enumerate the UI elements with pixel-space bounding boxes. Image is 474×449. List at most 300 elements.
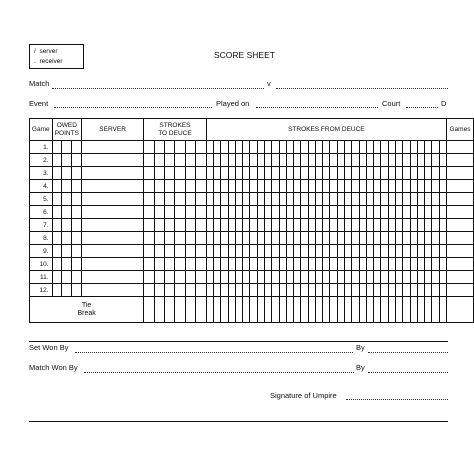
stroke-from-deuce-cell[interactable]	[257, 141, 264, 154]
stroke-from-deuce-cell[interactable]	[403, 180, 410, 193]
stroke-from-deuce-cell[interactable]	[439, 141, 446, 154]
stroke-from-deuce-cell[interactable]	[381, 206, 388, 219]
stroke-from-deuce-cell[interactable]	[213, 154, 220, 167]
stroke-from-deuce-cell[interactable]	[286, 167, 293, 180]
stroke-from-deuce-cell[interactable]	[213, 258, 220, 271]
stroke-from-deuce-cell[interactable]	[388, 180, 395, 193]
stroke-from-deuce-cell[interactable]	[366, 258, 373, 271]
stroke-from-deuce-cell[interactable]	[286, 219, 293, 232]
stroke-from-deuce-cell[interactable]	[279, 284, 286, 297]
owed-point-cell[interactable]	[62, 219, 72, 232]
stroke-to-deuce-cell[interactable]	[165, 219, 175, 232]
stroke-from-deuce-cell[interactable]	[279, 232, 286, 245]
stroke-from-deuce-cell[interactable]	[228, 141, 235, 154]
stroke-from-deuce-cell[interactable]	[381, 180, 388, 193]
stroke-to-deuce-cell[interactable]	[154, 245, 164, 258]
owed-point-cell[interactable]	[52, 258, 62, 271]
stroke-from-deuce-cell[interactable]	[425, 284, 432, 297]
server-cell[interactable]	[82, 258, 144, 271]
stroke-from-deuce-cell[interactable]	[235, 271, 242, 284]
stroke-from-deuce-cell[interactable]	[432, 271, 439, 284]
stroke-from-deuce-cell[interactable]	[366, 154, 373, 167]
stroke-from-deuce-cell[interactable]	[425, 245, 432, 258]
stroke-from-deuce-cell[interactable]	[352, 271, 359, 284]
stroke-from-deuce-cell[interactable]	[294, 219, 301, 232]
owed-point-cell[interactable]	[72, 167, 82, 180]
stroke-from-deuce-cell[interactable]	[323, 245, 330, 258]
stroke-from-deuce-cell[interactable]	[374, 258, 381, 271]
stroke-from-deuce-cell[interactable]	[366, 232, 373, 245]
stroke-from-deuce-cell[interactable]	[403, 271, 410, 284]
stroke-to-deuce-cell[interactable]	[165, 180, 175, 193]
stroke-from-deuce-cell[interactable]	[213, 219, 220, 232]
stroke-from-deuce-cell[interactable]	[315, 141, 322, 154]
stroke-to-deuce-cell[interactable]	[165, 141, 175, 154]
stroke-from-deuce-cell[interactable]	[432, 180, 439, 193]
played-on-field[interactable]	[256, 107, 378, 108]
stroke-from-deuce-cell[interactable]	[330, 193, 337, 206]
stroke-from-deuce-cell[interactable]	[366, 193, 373, 206]
stroke-from-deuce-cell[interactable]	[213, 141, 220, 154]
stroke-from-deuce-cell[interactable]	[235, 141, 242, 154]
stroke-from-deuce-cell[interactable]	[213, 180, 220, 193]
tie-break-from-deuce-cell[interactable]	[403, 297, 410, 323]
tie-break-from-deuce-cell[interactable]	[345, 297, 352, 323]
stroke-from-deuce-cell[interactable]	[323, 167, 330, 180]
stroke-from-deuce-cell[interactable]	[294, 180, 301, 193]
stroke-to-deuce-cell[interactable]	[196, 154, 206, 167]
stroke-from-deuce-cell[interactable]	[374, 284, 381, 297]
stroke-from-deuce-cell[interactable]	[403, 206, 410, 219]
stroke-from-deuce-cell[interactable]	[264, 219, 271, 232]
stroke-from-deuce-cell[interactable]	[308, 271, 315, 284]
stroke-from-deuce-cell[interactable]	[396, 258, 403, 271]
owed-point-cell[interactable]	[62, 245, 72, 258]
stroke-from-deuce-cell[interactable]	[381, 271, 388, 284]
games-cell[interactable]	[446, 167, 473, 180]
stroke-from-deuce-cell[interactable]	[221, 180, 228, 193]
stroke-to-deuce-cell[interactable]	[175, 258, 185, 271]
stroke-from-deuce-cell[interactable]	[425, 271, 432, 284]
stroke-from-deuce-cell[interactable]	[221, 167, 228, 180]
stroke-from-deuce-cell[interactable]	[410, 271, 417, 284]
stroke-from-deuce-cell[interactable]	[410, 180, 417, 193]
stroke-from-deuce-cell[interactable]	[359, 258, 366, 271]
stroke-to-deuce-cell[interactable]	[144, 271, 154, 284]
stroke-from-deuce-cell[interactable]	[323, 284, 330, 297]
stroke-from-deuce-cell[interactable]	[425, 258, 432, 271]
tie-break-games-cell[interactable]	[446, 297, 473, 323]
stroke-from-deuce-cell[interactable]	[323, 232, 330, 245]
stroke-from-deuce-cell[interactable]	[286, 180, 293, 193]
stroke-to-deuce-cell[interactable]	[144, 232, 154, 245]
stroke-to-deuce-cell[interactable]	[196, 141, 206, 154]
tie-break-to-deuce-cell[interactable]	[196, 297, 206, 323]
stroke-from-deuce-cell[interactable]	[359, 154, 366, 167]
stroke-from-deuce-cell[interactable]	[235, 219, 242, 232]
stroke-from-deuce-cell[interactable]	[374, 154, 381, 167]
stroke-from-deuce-cell[interactable]	[250, 245, 257, 258]
owed-point-cell[interactable]	[52, 219, 62, 232]
tie-break-from-deuce-cell[interactable]	[366, 297, 373, 323]
owed-point-cell[interactable]	[52, 245, 62, 258]
owed-point-cell[interactable]	[72, 271, 82, 284]
stroke-from-deuce-cell[interactable]	[337, 154, 344, 167]
stroke-from-deuce-cell[interactable]	[417, 284, 424, 297]
stroke-from-deuce-cell[interactable]	[359, 167, 366, 180]
stroke-from-deuce-cell[interactable]	[403, 167, 410, 180]
stroke-to-deuce-cell[interactable]	[185, 245, 195, 258]
stroke-from-deuce-cell[interactable]	[381, 258, 388, 271]
stroke-from-deuce-cell[interactable]	[432, 167, 439, 180]
stroke-from-deuce-cell[interactable]	[337, 271, 344, 284]
stroke-from-deuce-cell[interactable]	[235, 245, 242, 258]
tie-break-from-deuce-cell[interactable]	[235, 297, 242, 323]
owed-point-cell[interactable]	[62, 284, 72, 297]
stroke-from-deuce-cell[interactable]	[272, 167, 279, 180]
tie-break-to-deuce-cell[interactable]	[175, 297, 185, 323]
stroke-from-deuce-cell[interactable]	[439, 180, 446, 193]
stroke-to-deuce-cell[interactable]	[185, 271, 195, 284]
stroke-from-deuce-cell[interactable]	[308, 167, 315, 180]
stroke-from-deuce-cell[interactable]	[417, 154, 424, 167]
owed-point-cell[interactable]	[52, 232, 62, 245]
games-cell[interactable]	[446, 193, 473, 206]
stroke-from-deuce-cell[interactable]	[294, 167, 301, 180]
owed-point-cell[interactable]	[72, 141, 82, 154]
stroke-from-deuce-cell[interactable]	[381, 284, 388, 297]
tie-break-from-deuce-cell[interactable]	[286, 297, 293, 323]
tie-break-from-deuce-cell[interactable]	[396, 297, 403, 323]
stroke-from-deuce-cell[interactable]	[228, 232, 235, 245]
stroke-from-deuce-cell[interactable]	[366, 141, 373, 154]
stroke-to-deuce-cell[interactable]	[175, 206, 185, 219]
stroke-from-deuce-cell[interactable]	[294, 245, 301, 258]
server-cell[interactable]	[82, 167, 144, 180]
tie-break-from-deuce-cell[interactable]	[410, 297, 417, 323]
stroke-from-deuce-cell[interactable]	[221, 206, 228, 219]
stroke-to-deuce-cell[interactable]	[185, 258, 195, 271]
match-won-by-field[interactable]	[84, 372, 354, 373]
stroke-from-deuce-cell[interactable]	[425, 141, 432, 154]
stroke-to-deuce-cell[interactable]	[196, 167, 206, 180]
stroke-from-deuce-cell[interactable]	[294, 271, 301, 284]
stroke-to-deuce-cell[interactable]	[196, 206, 206, 219]
owed-point-cell[interactable]	[62, 141, 72, 154]
set-by-field[interactable]	[368, 352, 448, 353]
stroke-from-deuce-cell[interactable]	[264, 180, 271, 193]
tie-break-from-deuce-cell[interactable]	[330, 297, 337, 323]
owed-point-cell[interactable]	[72, 206, 82, 219]
stroke-from-deuce-cell[interactable]	[374, 206, 381, 219]
stroke-to-deuce-cell[interactable]	[175, 271, 185, 284]
stroke-from-deuce-cell[interactable]	[388, 284, 395, 297]
stroke-from-deuce-cell[interactable]	[264, 154, 271, 167]
owed-point-cell[interactable]	[72, 154, 82, 167]
stroke-from-deuce-cell[interactable]	[250, 232, 257, 245]
stroke-to-deuce-cell[interactable]	[154, 167, 164, 180]
stroke-to-deuce-cell[interactable]	[165, 167, 175, 180]
tie-break-to-deuce-cell[interactable]	[185, 297, 195, 323]
stroke-from-deuce-cell[interactable]	[330, 180, 337, 193]
games-cell[interactable]	[446, 154, 473, 167]
stroke-from-deuce-cell[interactable]	[221, 271, 228, 284]
stroke-from-deuce-cell[interactable]	[396, 206, 403, 219]
stroke-from-deuce-cell[interactable]	[345, 232, 352, 245]
stroke-from-deuce-cell[interactable]	[323, 271, 330, 284]
stroke-from-deuce-cell[interactable]	[381, 167, 388, 180]
stroke-from-deuce-cell[interactable]	[272, 193, 279, 206]
server-cell[interactable]	[82, 141, 144, 154]
stroke-from-deuce-cell[interactable]	[388, 232, 395, 245]
stroke-from-deuce-cell[interactable]	[410, 258, 417, 271]
tie-break-from-deuce-cell[interactable]	[308, 297, 315, 323]
stroke-from-deuce-cell[interactable]	[323, 154, 330, 167]
stroke-from-deuce-cell[interactable]	[206, 167, 213, 180]
tie-break-from-deuce-cell[interactable]	[359, 297, 366, 323]
stroke-to-deuce-cell[interactable]	[154, 193, 164, 206]
stroke-from-deuce-cell[interactable]	[264, 193, 271, 206]
stroke-to-deuce-cell[interactable]	[175, 284, 185, 297]
server-cell[interactable]	[82, 232, 144, 245]
stroke-to-deuce-cell[interactable]	[185, 167, 195, 180]
stroke-from-deuce-cell[interactable]	[294, 154, 301, 167]
stroke-from-deuce-cell[interactable]	[243, 232, 250, 245]
stroke-from-deuce-cell[interactable]	[221, 219, 228, 232]
stroke-from-deuce-cell[interactable]	[330, 141, 337, 154]
stroke-from-deuce-cell[interactable]	[396, 193, 403, 206]
stroke-from-deuce-cell[interactable]	[250, 258, 257, 271]
stroke-from-deuce-cell[interactable]	[374, 193, 381, 206]
stroke-from-deuce-cell[interactable]	[301, 193, 308, 206]
stroke-to-deuce-cell[interactable]	[144, 245, 154, 258]
match-by-field[interactable]	[368, 372, 448, 373]
stroke-from-deuce-cell[interactable]	[366, 271, 373, 284]
tie-break-from-deuce-cell[interactable]	[425, 297, 432, 323]
stroke-from-deuce-cell[interactable]	[337, 167, 344, 180]
stroke-to-deuce-cell[interactable]	[175, 219, 185, 232]
stroke-from-deuce-cell[interactable]	[439, 271, 446, 284]
stroke-from-deuce-cell[interactable]	[206, 245, 213, 258]
stroke-from-deuce-cell[interactable]	[374, 167, 381, 180]
tie-break-from-deuce-cell[interactable]	[279, 297, 286, 323]
stroke-from-deuce-cell[interactable]	[294, 193, 301, 206]
stroke-from-deuce-cell[interactable]	[410, 245, 417, 258]
stroke-from-deuce-cell[interactable]	[381, 232, 388, 245]
stroke-from-deuce-cell[interactable]	[410, 167, 417, 180]
stroke-from-deuce-cell[interactable]	[294, 232, 301, 245]
stroke-from-deuce-cell[interactable]	[301, 180, 308, 193]
stroke-from-deuce-cell[interactable]	[352, 284, 359, 297]
stroke-from-deuce-cell[interactable]	[294, 284, 301, 297]
stroke-from-deuce-cell[interactable]	[272, 206, 279, 219]
stroke-from-deuce-cell[interactable]	[359, 193, 366, 206]
owed-point-cell[interactable]	[52, 141, 62, 154]
stroke-from-deuce-cell[interactable]	[308, 245, 315, 258]
stroke-from-deuce-cell[interactable]	[439, 232, 446, 245]
tie-break-from-deuce-cell[interactable]	[388, 297, 395, 323]
match-player2-field[interactable]	[276, 88, 448, 89]
stroke-from-deuce-cell[interactable]	[301, 206, 308, 219]
stroke-from-deuce-cell[interactable]	[396, 141, 403, 154]
stroke-from-deuce-cell[interactable]	[388, 271, 395, 284]
stroke-to-deuce-cell[interactable]	[144, 206, 154, 219]
tie-break-from-deuce-cell[interactable]	[352, 297, 359, 323]
stroke-from-deuce-cell[interactable]	[388, 219, 395, 232]
server-cell[interactable]	[82, 284, 144, 297]
stroke-from-deuce-cell[interactable]	[206, 154, 213, 167]
stroke-from-deuce-cell[interactable]	[330, 154, 337, 167]
stroke-to-deuce-cell[interactable]	[165, 206, 175, 219]
stroke-from-deuce-cell[interactable]	[257, 206, 264, 219]
stroke-from-deuce-cell[interactable]	[396, 271, 403, 284]
server-cell[interactable]	[82, 271, 144, 284]
stroke-from-deuce-cell[interactable]	[432, 206, 439, 219]
stroke-from-deuce-cell[interactable]	[439, 193, 446, 206]
stroke-from-deuce-cell[interactable]	[315, 245, 322, 258]
stroke-from-deuce-cell[interactable]	[279, 245, 286, 258]
stroke-from-deuce-cell[interactable]	[345, 193, 352, 206]
stroke-from-deuce-cell[interactable]	[330, 245, 337, 258]
stroke-from-deuce-cell[interactable]	[228, 219, 235, 232]
event-field[interactable]	[54, 107, 212, 108]
stroke-from-deuce-cell[interactable]	[323, 258, 330, 271]
stroke-to-deuce-cell[interactable]	[154, 141, 164, 154]
stroke-to-deuce-cell[interactable]	[144, 154, 154, 167]
stroke-from-deuce-cell[interactable]	[301, 154, 308, 167]
stroke-from-deuce-cell[interactable]	[206, 193, 213, 206]
stroke-from-deuce-cell[interactable]	[257, 180, 264, 193]
stroke-from-deuce-cell[interactable]	[250, 180, 257, 193]
stroke-from-deuce-cell[interactable]	[330, 258, 337, 271]
stroke-to-deuce-cell[interactable]	[175, 193, 185, 206]
stroke-from-deuce-cell[interactable]	[432, 258, 439, 271]
stroke-to-deuce-cell[interactable]	[165, 245, 175, 258]
stroke-from-deuce-cell[interactable]	[337, 258, 344, 271]
stroke-from-deuce-cell[interactable]	[432, 141, 439, 154]
stroke-from-deuce-cell[interactable]	[439, 167, 446, 180]
stroke-from-deuce-cell[interactable]	[432, 232, 439, 245]
stroke-from-deuce-cell[interactable]	[388, 206, 395, 219]
stroke-from-deuce-cell[interactable]	[337, 284, 344, 297]
stroke-to-deuce-cell[interactable]	[196, 284, 206, 297]
stroke-from-deuce-cell[interactable]	[374, 245, 381, 258]
stroke-from-deuce-cell[interactable]	[243, 193, 250, 206]
stroke-from-deuce-cell[interactable]	[352, 167, 359, 180]
stroke-from-deuce-cell[interactable]	[264, 167, 271, 180]
stroke-from-deuce-cell[interactable]	[388, 141, 395, 154]
stroke-from-deuce-cell[interactable]	[286, 258, 293, 271]
stroke-from-deuce-cell[interactable]	[366, 219, 373, 232]
stroke-from-deuce-cell[interactable]	[374, 271, 381, 284]
stroke-to-deuce-cell[interactable]	[165, 154, 175, 167]
stroke-from-deuce-cell[interactable]	[243, 206, 250, 219]
stroke-from-deuce-cell[interactable]	[272, 245, 279, 258]
games-cell[interactable]	[446, 271, 473, 284]
stroke-from-deuce-cell[interactable]	[352, 141, 359, 154]
stroke-from-deuce-cell[interactable]	[345, 219, 352, 232]
stroke-to-deuce-cell[interactable]	[196, 193, 206, 206]
stroke-from-deuce-cell[interactable]	[388, 154, 395, 167]
stroke-from-deuce-cell[interactable]	[308, 180, 315, 193]
stroke-from-deuce-cell[interactable]	[345, 167, 352, 180]
owed-point-cell[interactable]	[52, 193, 62, 206]
stroke-to-deuce-cell[interactable]	[165, 258, 175, 271]
stroke-from-deuce-cell[interactable]	[352, 180, 359, 193]
stroke-from-deuce-cell[interactable]	[221, 284, 228, 297]
stroke-from-deuce-cell[interactable]	[308, 154, 315, 167]
stroke-from-deuce-cell[interactable]	[250, 284, 257, 297]
stroke-from-deuce-cell[interactable]	[388, 193, 395, 206]
stroke-from-deuce-cell[interactable]	[374, 180, 381, 193]
stroke-from-deuce-cell[interactable]	[359, 180, 366, 193]
stroke-from-deuce-cell[interactable]	[330, 206, 337, 219]
stroke-from-deuce-cell[interactable]	[425, 167, 432, 180]
stroke-from-deuce-cell[interactable]	[388, 167, 395, 180]
stroke-from-deuce-cell[interactable]	[352, 193, 359, 206]
stroke-from-deuce-cell[interactable]	[352, 154, 359, 167]
stroke-from-deuce-cell[interactable]	[381, 154, 388, 167]
tie-break-from-deuce-cell[interactable]	[374, 297, 381, 323]
stroke-from-deuce-cell[interactable]	[417, 206, 424, 219]
stroke-from-deuce-cell[interactable]	[410, 141, 417, 154]
stroke-to-deuce-cell[interactable]	[144, 284, 154, 297]
tie-break-from-deuce-cell[interactable]	[221, 297, 228, 323]
stroke-from-deuce-cell[interactable]	[359, 141, 366, 154]
stroke-from-deuce-cell[interactable]	[213, 271, 220, 284]
owed-point-cell[interactable]	[62, 271, 72, 284]
stroke-from-deuce-cell[interactable]	[315, 271, 322, 284]
stroke-to-deuce-cell[interactable]	[144, 193, 154, 206]
stroke-to-deuce-cell[interactable]	[185, 141, 195, 154]
stroke-from-deuce-cell[interactable]	[396, 284, 403, 297]
stroke-from-deuce-cell[interactable]	[345, 245, 352, 258]
tie-break-from-deuce-cell[interactable]	[323, 297, 330, 323]
games-cell[interactable]	[446, 258, 473, 271]
stroke-from-deuce-cell[interactable]	[257, 193, 264, 206]
stroke-from-deuce-cell[interactable]	[301, 219, 308, 232]
stroke-from-deuce-cell[interactable]	[257, 154, 264, 167]
games-cell[interactable]	[446, 141, 473, 154]
stroke-from-deuce-cell[interactable]	[250, 193, 257, 206]
stroke-from-deuce-cell[interactable]	[286, 193, 293, 206]
stroke-from-deuce-cell[interactable]	[257, 258, 264, 271]
tie-break-from-deuce-cell[interactable]	[250, 297, 257, 323]
tie-break-from-deuce-cell[interactable]	[206, 297, 213, 323]
games-cell[interactable]	[446, 232, 473, 245]
stroke-from-deuce-cell[interactable]	[301, 258, 308, 271]
stroke-from-deuce-cell[interactable]	[403, 245, 410, 258]
stroke-to-deuce-cell[interactable]	[154, 284, 164, 297]
stroke-from-deuce-cell[interactable]	[221, 193, 228, 206]
stroke-from-deuce-cell[interactable]	[206, 206, 213, 219]
stroke-from-deuce-cell[interactable]	[308, 141, 315, 154]
stroke-from-deuce-cell[interactable]	[425, 232, 432, 245]
owed-point-cell[interactable]	[62, 232, 72, 245]
stroke-from-deuce-cell[interactable]	[432, 154, 439, 167]
stroke-from-deuce-cell[interactable]	[264, 245, 271, 258]
stroke-from-deuce-cell[interactable]	[417, 232, 424, 245]
stroke-from-deuce-cell[interactable]	[403, 284, 410, 297]
stroke-from-deuce-cell[interactable]	[213, 167, 220, 180]
stroke-from-deuce-cell[interactable]	[279, 206, 286, 219]
stroke-from-deuce-cell[interactable]	[243, 180, 250, 193]
stroke-from-deuce-cell[interactable]	[315, 180, 322, 193]
owed-point-cell[interactable]	[52, 154, 62, 167]
stroke-from-deuce-cell[interactable]	[279, 141, 286, 154]
stroke-from-deuce-cell[interactable]	[250, 219, 257, 232]
stroke-from-deuce-cell[interactable]	[264, 232, 271, 245]
